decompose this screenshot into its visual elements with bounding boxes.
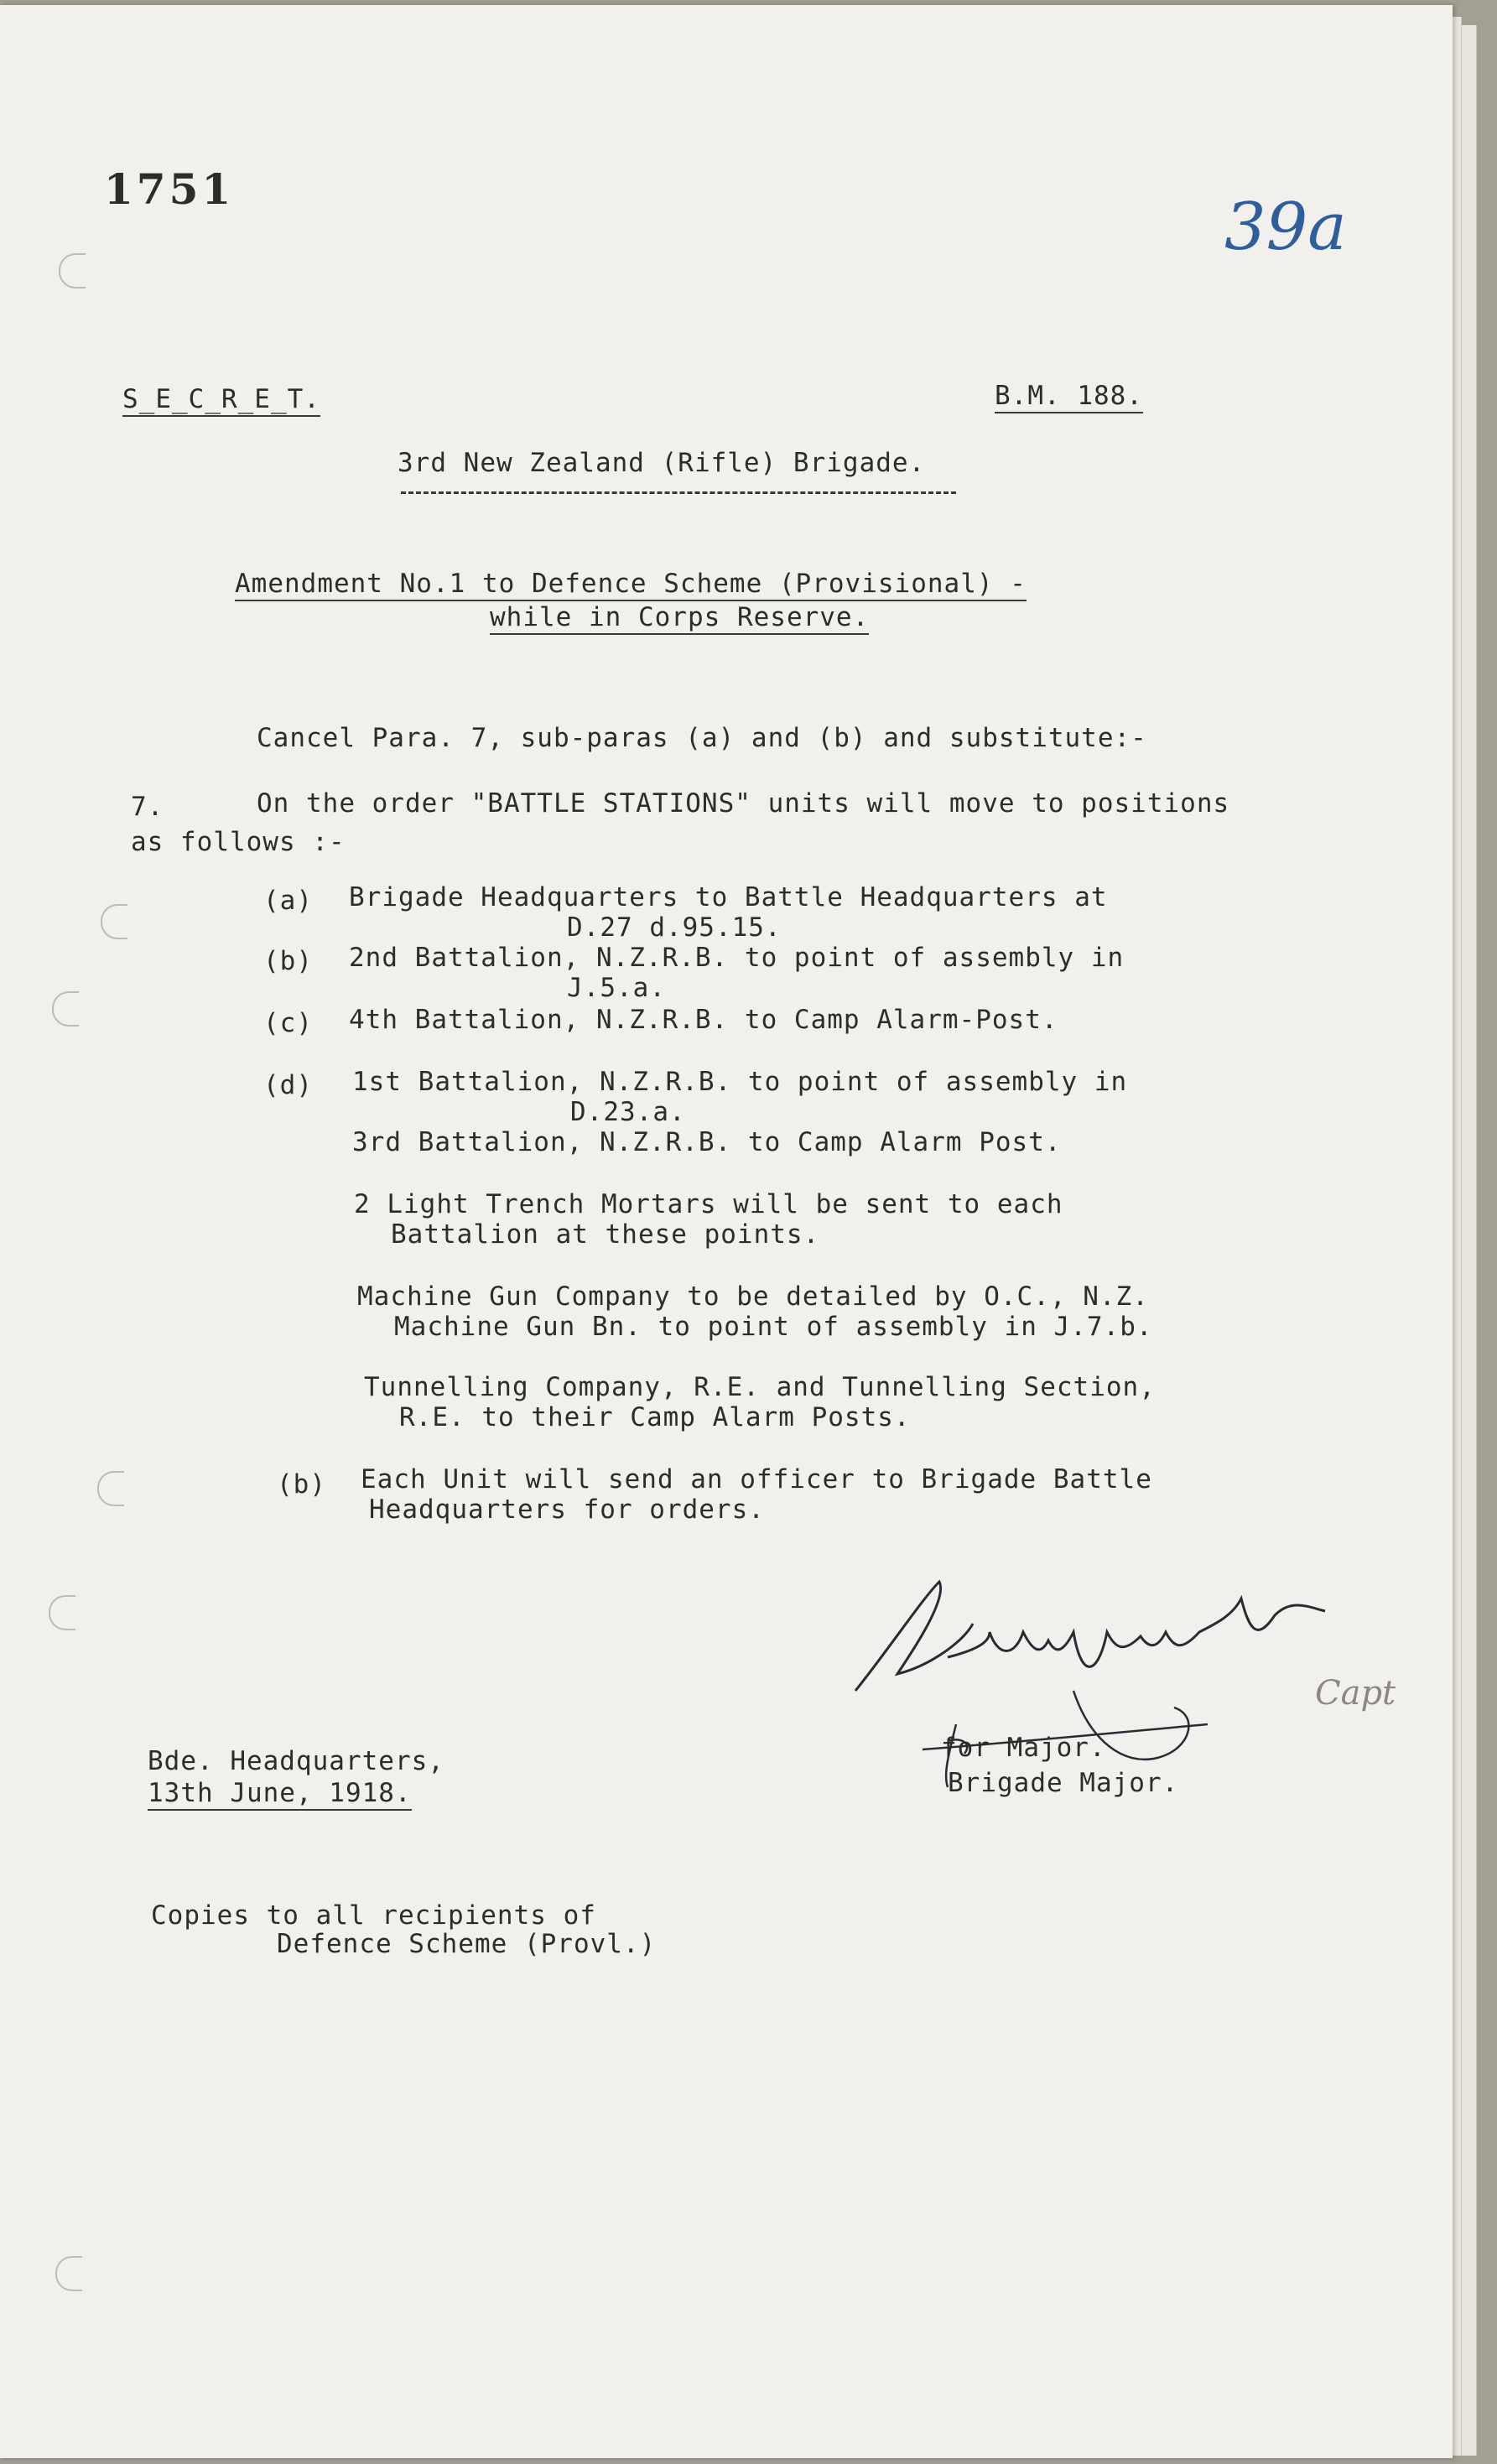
item-b-line-2: J.5.a. (567, 973, 666, 1003)
item-d-line-2: D.23.a. (570, 1097, 686, 1127)
heading-rule (401, 491, 956, 494)
copies-line-2: Defence Scheme (Provl.) (277, 1929, 657, 1959)
punch-hole (59, 253, 86, 289)
brigade-major: Brigade Major. (948, 1768, 1179, 1798)
machine-gun-line-1: Machine Gun Company to be detailed by O.C., N.Z. (357, 1281, 1149, 1312)
item-b2-label: (b) (277, 1469, 326, 1500)
item-d-line-3: 3rd Battalion, N.Z.R.B. to Camp Alarm Post. (352, 1127, 1062, 1157)
item-b-label: (b) (263, 946, 313, 976)
tunnelling-line-1: Tunnelling Company, R.E. and Tunnelling Section, (364, 1372, 1156, 1402)
bm-reference: B.M. 188. (995, 381, 1143, 413)
mortars-line-1: 2 Light Trench Mortars will be sent to each (354, 1189, 1063, 1219)
title-line-1: Amendment No.1 to Defence Scheme (Provisional) - (235, 569, 1027, 601)
item-b-line-1: 2nd Battalion, N.Z.R.B. to point of assembly in (349, 943, 1125, 973)
unit-heading: 3rd New Zealand (Rifle) Brigade. (398, 448, 926, 478)
folio-annotation: 39a (1224, 190, 1347, 265)
place: Bde. Headquarters, (148, 1746, 444, 1776)
item-b2-line-2: Headquarters for orders. (369, 1495, 765, 1525)
copies-line-1: Copies to all recipients of (151, 1900, 596, 1931)
date: 13th June, 1918. (148, 1778, 412, 1811)
item-c-label: (c) (263, 1008, 313, 1038)
item-d-line-1: 1st Battalion, N.Z.R.B. to point of assembly in (352, 1067, 1128, 1097)
signature-rank: Capt (1315, 1674, 1396, 1713)
classification: S_E_C_R_E_T. (122, 384, 320, 417)
punch-hole (97, 1471, 124, 1506)
item-d-label: (d) (263, 1070, 313, 1100)
para-7-text: On the order "BATTLE STATIONS" units will move to positions (257, 788, 1230, 819)
item-a-line-1: Brigade Headquarters to Battle Headquarters at (349, 882, 1108, 912)
mortars-line-2: Battalion at these points. (391, 1219, 820, 1250)
machine-gun-line-2: Machine Gun Bn. to point of assembly in J.7.b. (394, 1312, 1153, 1342)
item-a-line-2: D.27 d.95.15. (567, 912, 782, 943)
title-line-2: while in Corps Reserve. (490, 602, 869, 635)
tunnelling-line-2: R.E. to their Camp Alarm Posts. (399, 1402, 911, 1432)
document-page (0, 5, 1453, 2458)
punch-hole (101, 904, 127, 939)
para-7-number: 7. (131, 792, 164, 822)
punch-hole (52, 991, 79, 1027)
item-b2-line-1: Each Unit will send an officer to Brigade Battle (361, 1464, 1152, 1495)
punch-hole (55, 2256, 82, 2291)
para-7-continuation: as follows :- (131, 827, 346, 857)
for-major: for Major. (941, 1733, 1106, 1763)
item-a-label: (a) (263, 886, 313, 916)
punch-hole (49, 1595, 75, 1630)
cancel-instruction: Cancel Para. 7, sub-paras (a) and (b) and substitute:- (257, 723, 1147, 753)
reference-number: 1751 (104, 164, 235, 214)
item-c-line-1: 4th Battalion, N.Z.R.B. to Camp Alarm-Post. (349, 1005, 1058, 1035)
